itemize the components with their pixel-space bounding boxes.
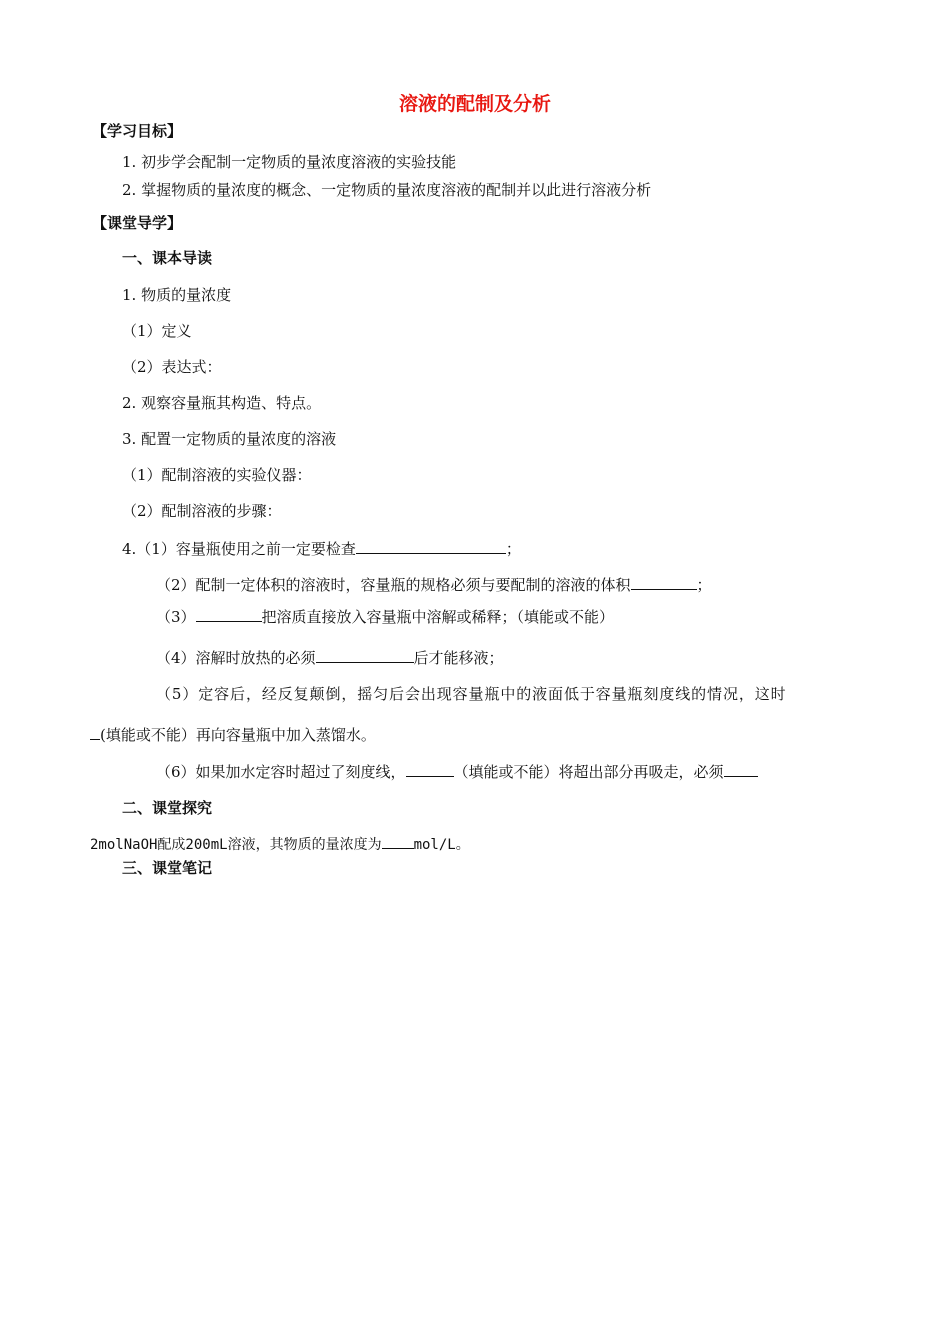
section-heading-1: 一、课本导读 <box>122 249 213 267</box>
page-title: 溶液的配制及分析 <box>398 93 551 115</box>
question-4-4 <box>156 647 504 668</box>
question-4-6-text: （6）如果加水定容时超过了刻度线， <box>156 763 406 781</box>
answer-blank[interactable] <box>631 574 697 590</box>
objective-item-1: 1. 初步学会配制一定物质的量浓度溶液的实验技能 <box>122 153 457 171</box>
question-4-6-mid: （填能或不能）将超出部分再吸走，必须 <box>453 763 724 781</box>
question-4-2-text: （2）配制一定体积的溶液时，容量瓶的规格必须与要配制的溶液的体积 <box>156 576 631 594</box>
objective-item-2: 2. 掌握物质的量浓度的概念、一定物质的量浓度溶液的配制并以此进行溶液分析 <box>122 181 652 199</box>
question-3-instruments: （1）配制溶液的实验仪器： <box>122 466 312 484</box>
question-4-5-continued <box>90 724 376 745</box>
question-1-expression: （2）表达式： <box>122 358 222 376</box>
question-4-3-num: （3） <box>156 608 196 626</box>
question-4-4-end: 后才能移液； <box>413 649 504 667</box>
question-2: 2. 观察容量瓶其构造、特点。 <box>122 394 322 412</box>
answer-blank[interactable] <box>90 724 100 740</box>
question-4-4-text: （4）溶解时放热的必须 <box>156 649 316 667</box>
answer-blank[interactable] <box>196 606 262 622</box>
answer-blank[interactable] <box>724 761 758 777</box>
question-4-1-text: 4.（1）容量瓶使用之前一定要检查 <box>122 540 356 558</box>
question-4-5-text: (填能或不能）再向容量瓶中加入蒸馏水。 <box>100 726 376 744</box>
guide-heading: 【课堂导学】 <box>92 214 183 232</box>
explore-question-text: 2molNaOH配成200mL溶液，其物质的量浓度为 <box>90 837 382 853</box>
question-1: 1. 物质的量浓度 <box>122 286 232 304</box>
explore-question <box>90 833 470 855</box>
answer-blank[interactable] <box>382 833 414 849</box>
question-4-2 <box>156 574 712 595</box>
answer-blank[interactable] <box>406 761 454 777</box>
question-4-2-end: ； <box>696 576 712 594</box>
section-heading-2: 二、课堂探究 <box>122 799 213 817</box>
question-4-6 <box>156 761 758 782</box>
section-heading-3: 三、课堂笔记 <box>122 859 213 877</box>
question-4-5: （5）定容后，经反复颠倒，摇匀后会出现容量瓶中的液面低于容量瓶刻度线的情况，这时 <box>156 685 787 703</box>
question-4-3-text: 把溶质直接放入容量瓶中溶解或稀释；（填能或不能） <box>261 608 615 626</box>
explore-question-unit: mol/L。 <box>413 837 470 853</box>
answer-blank[interactable] <box>316 647 414 663</box>
question-3: 3. 配置一定物质的量浓度的溶液 <box>122 430 337 448</box>
question-4-1-end: ； <box>505 540 521 558</box>
question-3-steps: （2）配制溶液的步骤： <box>122 502 282 520</box>
question-1-definition: （1）定义 <box>122 322 192 340</box>
objectives-heading: 【学习目标】 <box>92 122 183 140</box>
answer-blank[interactable] <box>356 538 506 554</box>
question-4-3 <box>156 606 614 627</box>
question-4-1 <box>122 538 521 559</box>
